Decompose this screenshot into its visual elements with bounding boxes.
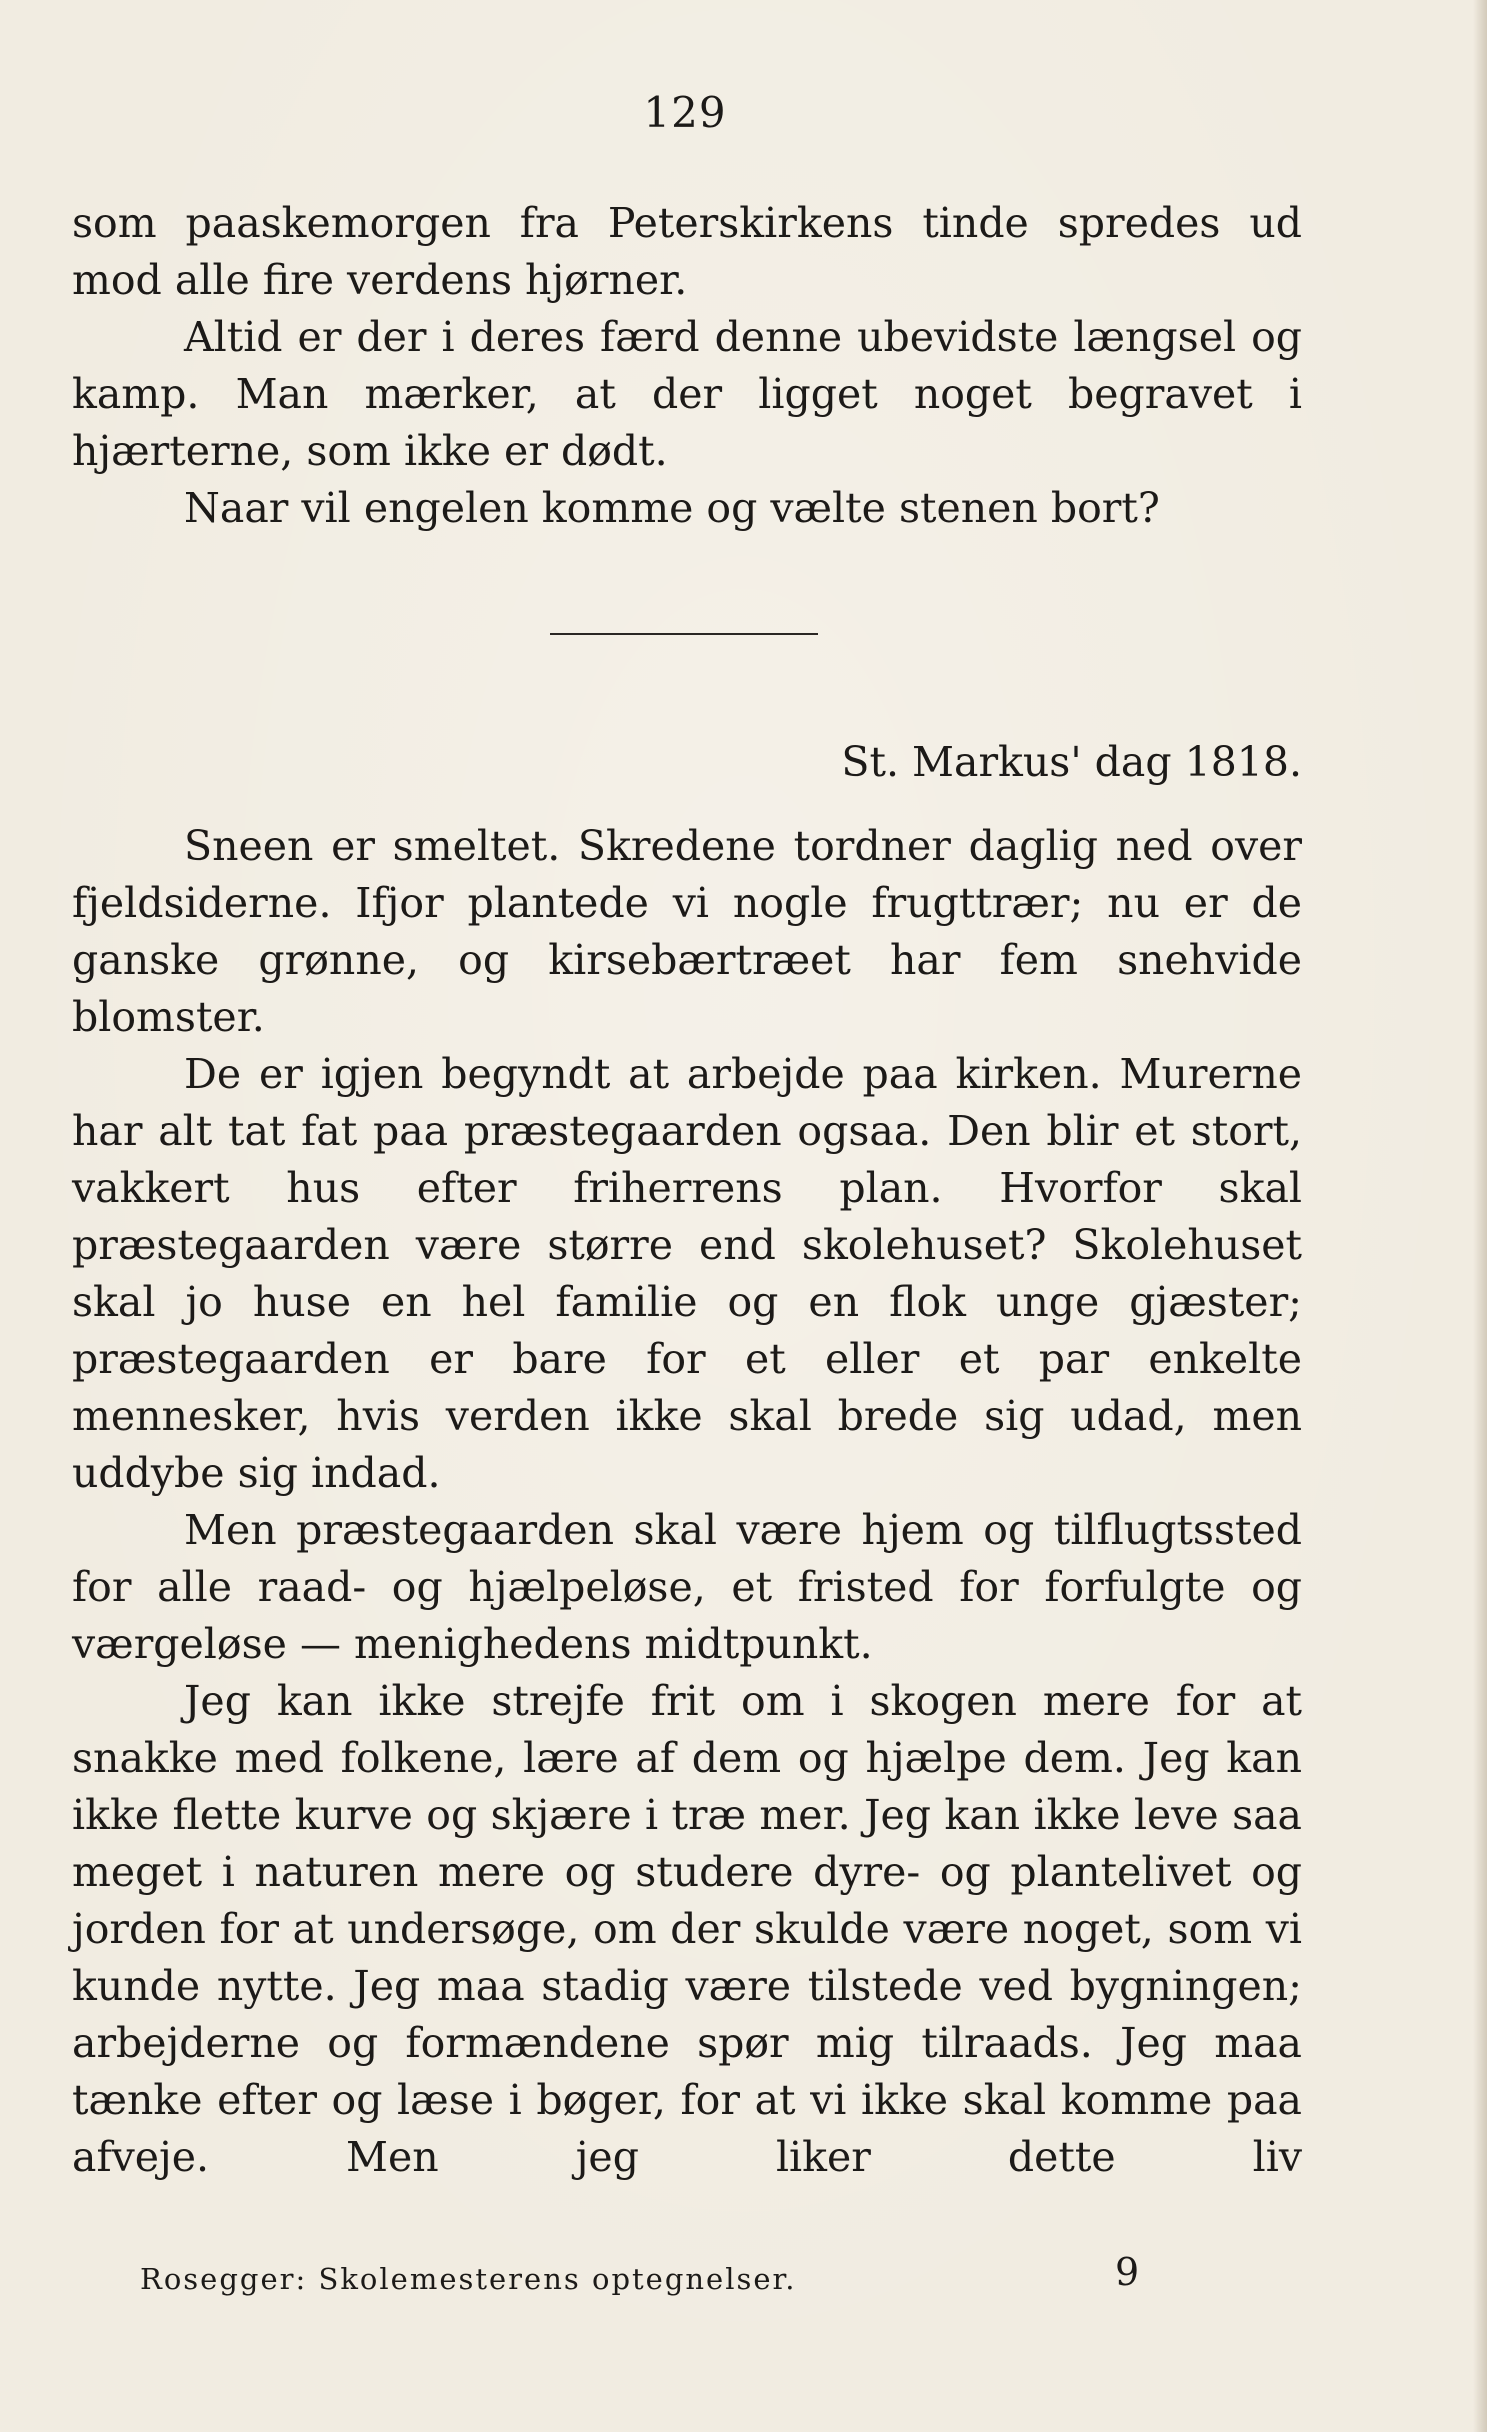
paragraph: Jeg kan ikke strejfe frit om i skogen mere for at snakke med folkene, lære af dem og hjælpe dem. Jeg kan ikke flette kurve og skjære i træ mer. Jeg kan ikke leve saa meget i naturen mere og studere dyre- og plantelivet og jorden for at undersøge, om der skulde være noget, som vi kunde nytte. Jeg maa stadig være tilstede ved bygningen; arbejderne og formændene spør mig tilraads. Jeg maa tænke efter og læse i bøger, for at vi ikke skal komme paa afveje. Men jeg liker dette liv bbox=[72, 1677, 1302, 2181]
paragraph: Altid er der i deres færd denne ubevidste længsel og kamp. Man mærker, at der ligget noget begravet i hjærterne, som ikke er dødt. bbox=[72, 313, 1302, 475]
signature-mark: 9 bbox=[1115, 2250, 1140, 2294]
text-section-one bbox=[72, 195, 1302, 537]
page-footer bbox=[140, 2250, 1240, 2296]
running-title: Rosegger: Skolemesterens optegnelser. bbox=[140, 2262, 797, 2296]
dateline: St. Markus' dag 1818. bbox=[841, 738, 1302, 786]
section-divider bbox=[550, 633, 818, 635]
text-section-two bbox=[72, 818, 1302, 2186]
paragraph: som paaskemorgen fra Peterskirkens tinde spredes ud mod alle fire verdens hjørner. bbox=[72, 199, 1302, 304]
paragraph: Sneen er smeltet. Skredene tordner daglig ned over fjeldsiderne. Ifjor plantede vi nogle frugttrær; nu er de ganske grønne, og kirsebærtræet har fem snehvide blomster. bbox=[72, 822, 1302, 1041]
paragraph: De er igjen begyndt at arbejde paa kirken. Murerne har alt tat fat paa præstegaarden ogsaa. Den blir et stort, vakkert hus efter friherrens plan. Hvorfor skal præstegaarden være større end skolehuset? Skolehuset skal jo huse en hel familie og en flok unge gjæster; præstegaarden er bare for et eller et par enkelte mennesker, hvis verden ikke skal brede sig udad, men uddybe sig indad. bbox=[72, 1050, 1302, 1497]
page-edge-shadow bbox=[1473, 0, 1487, 2432]
paragraph: Naar vil engelen komme og vælte stenen bort? bbox=[184, 484, 1160, 532]
paragraph: Men præstegaarden skal være hjem og tilflugtssted for alle raad- og hjælpeløse, et fristed for forfulgte og værgeløse — menighedens midtpunkt. bbox=[72, 1506, 1302, 1668]
page-number: 129 bbox=[643, 88, 727, 137]
